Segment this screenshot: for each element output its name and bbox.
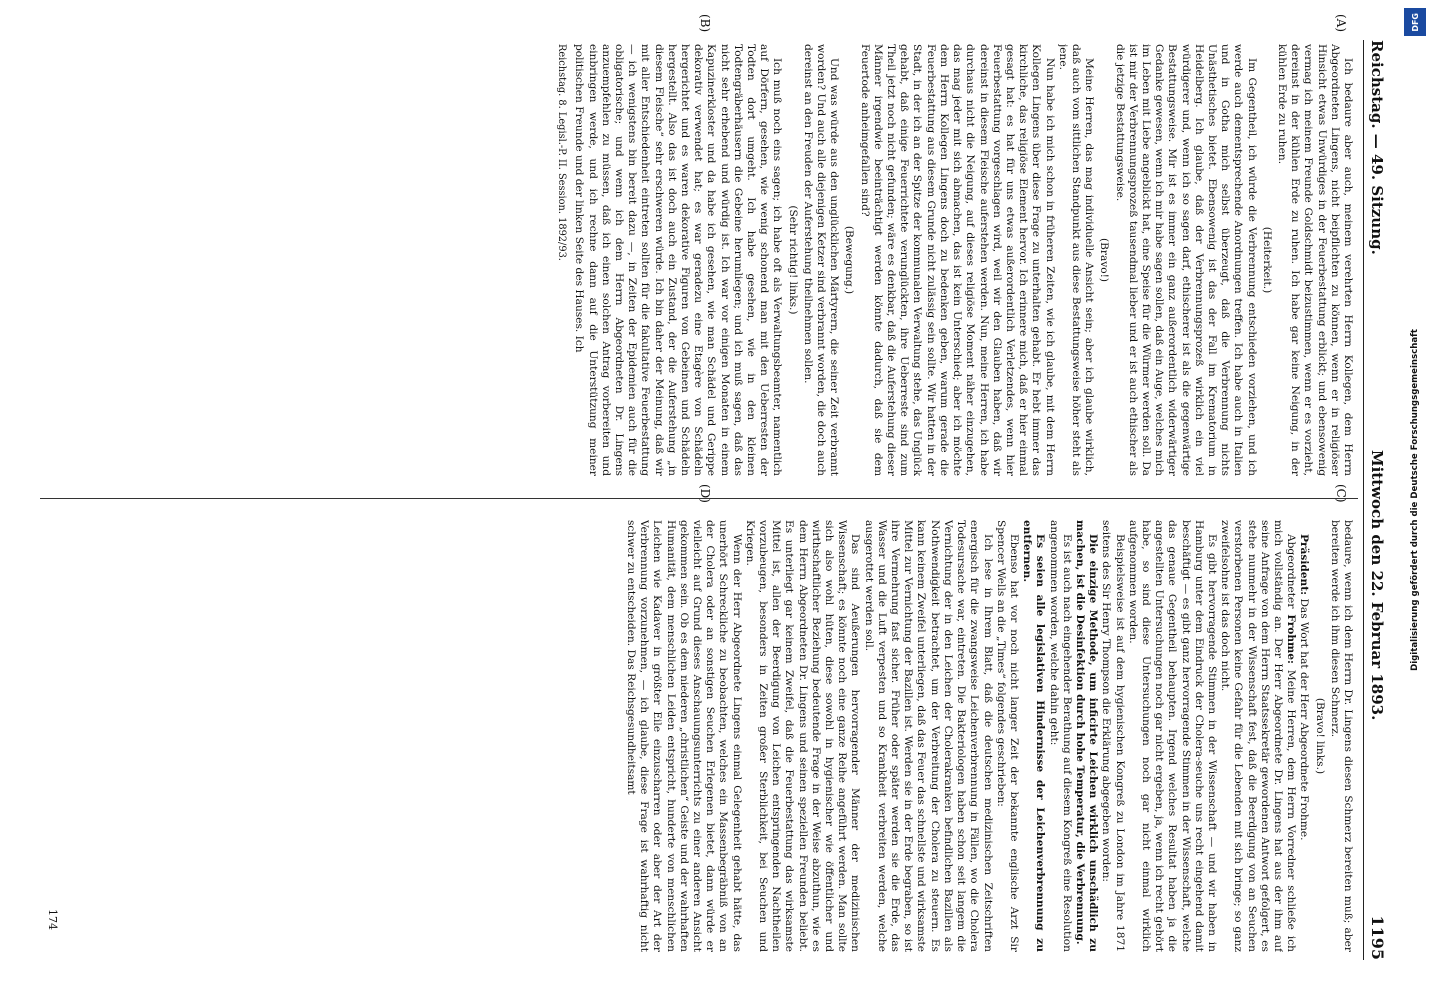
dfg-logo-text: DFG: [1410, 12, 1420, 32]
paragraph: Ebenso hat vor noch nicht langer Zeit der bekannte englische Arzt Sir Spencer Wells an die „Times“ folgendes geschrieben:: [994, 520, 1020, 952]
speaker-paragraph: [1218, 520, 1297, 952]
quote: Die einzige Methode, um inficirte Leichen wirklich unschädlich zu machen, ist die Desinfektion durch hohe Temperatur, die Verbrennung.: [1073, 520, 1100, 952]
president-text: Das Wort hat der Herr Abgeordnete Frohme.: [1298, 598, 1311, 841]
interjection: (Bravo! links.): [1313, 697, 1326, 775]
paragraph: Es ist auch nach eingehender Berathung auf diesem Kongreß eine Resolution angenommen worden, welche dahin geht:: [1047, 520, 1073, 952]
paragraph: bedaure, wenn ich dem Herrn Dr. Lingens diesen Schmerz bereiten muß; aber bereiten werde ich ihm diesen Schmerz.: [1328, 520, 1354, 952]
paragraph: Beispielsweise ist auf dem hygienischen Kongreß zu London im Jahre 1871 seitens des Sir Henry Thompson die Erklärung abgegeben worden:: [1100, 520, 1126, 952]
paragraph: Im Gegentheil, ich würde die Verbrennung entschieden vorziehen, und ich werde auch dementsprechende Anordnungen treffen. Ich habe auch in Italien und in Gotha mich selbst überzeugt, daß die Verbrennung nichts Unästhetisches bietet. Ebensowenig ist das der Fall im Krematorium in Heidelberg. Ich glaube, daß der Verbrennungsprozeß wirklich ein viel würdigerer und, wenn ich so sagen darf, ethischerer ist als die gegenwärtige Bestattungsweise. Mir ist es immer ein ganz außerordentlich widerwärtiger Gedanke gewesen, wenn ich mir habe sagen sollen, daß ein Auge, welches mich im Leben mit Liebe angeblickt hat, eine Speise für die Würmer werden soll. Da ist mir der Verbrennungsprozeß tausendmal lieber und er ist auch ethischer als die jetzige Bestattungsweise.: [1113, 44, 1258, 476]
paragraph: Das sind Aeußerungen hervorragender Männer der medizinischen Wissenschaft; es könnte noch eine ganze Reihe angeführt werden. Man sollte sich also wohl hüten, diese sowohl in hygienischer wie öffentlicher und wirthschaftlicher Beziehung bedeutende Frage in der Weise abzuthun, wie es dem Herrn Abgeordneten Dr. Lingens und seinen speziellen Freunden beliebt. Es unterliegt gar keinem Zweifel, daß die Feuerbestattung das wirksamste Mittel ist, allen der Beerdigung von Leichen entspringenden Nachtheilen vorzubeugen, besonders in Zeiten großer Sterblichkeit, bei Seuchen und Kriegen.: [743, 520, 862, 952]
sheet-number: 174: [46, 909, 59, 930]
paragraph: Ich bedaure aber auch, meinem verehrten Herrn Kollegen, dem Herrn Abgeordneten Lingens, nicht beipflichten zu können, wenn er in religiöser Hinsicht etwas Unwürdiges in der Feuerbestattung erblickt; und ebensowenig vermag ich meinem Freunde Goldschmidt beizustimmen, wenn er es vorzieht, dereinst in der kühlen Erde zu ruhen. Ich habe gar keine Neigung, in der kühlen Erde zu ruhen.: [1275, 44, 1354, 476]
header-rule: [1363, 40, 1364, 960]
page-header: [1368, 40, 1390, 960]
footnote: Reichstag. 8. Legisl.-P. II. Session. 1892/93.: [556, 44, 568, 261]
speaker-intro: Abgeordneter: [1285, 534, 1298, 609]
paragraph: Wenn der Herr Abgeordnete Lingens einmal Gelegenheit gehabt hätte, das unerhört Schreckliche zu beobachten, welches ein Massenbegräbniß von an der Cholera oder an sonstigen Seuchen Erlegenen bietet, dann würde er vielleicht auf Grund dieses Anschauungsunterrichts zu einer anderen Ansicht gekommen sein. Ob es dem niederen „christlichen“ Geiste und der wahrhaften Humanität, dem menschlichen Leiden entspricht, hunderte von menschlichen Leichen wie Kadaver in größter Eile einzuscharren oder aber der Art der Verbrennung vorzunehmen, — ich glaube, diese Frage ist wahrhaftig nicht schwer zu entscheiden. Das Reichsgesundheitsamt: [625, 520, 743, 952]
header-date: Mittwoch den 22. Februar 1893.: [1368, 449, 1386, 721]
column-divider: [40, 498, 1358, 499]
right-column: [40, 520, 1354, 952]
header-left: Reichstag. — 49. Sitzung.: [1368, 40, 1386, 255]
paragraph: Meine Herren, das mag individuelle Ansicht sein; aber ich glaube wirklich, daß auch vom sittlichen Standpunkt aus diese Bestattungsweise höher steht als jene.: [1056, 44, 1096, 476]
left-column: [40, 44, 1354, 476]
quote: Ich lese in Ihrem Blatt, daß die deutschen medizinischen Zeitschriften energisch für die zwangsweise Leichenverbrennung in Fällen, wo die Cholera Todesursache war, eintreten. Die Bakteriologen haben schon seit langem die Vernichtung der in den Leichen der Cholerakranken befindlichen Bazillen als Nothwendigkeit betrachtet, um der Verbreitung der Cholera zu steuern. Es kann keinem Zweifel unterliegen, daß das Feuer das schnellste und wirksamste Mittel zur Vernichtung der Bazillen ist. Werden sie in der Erde begraben, so ist ihre Vermehrung fast sicher. Früher oder später werden sie die Erde, das Wasser und die Luft verpesten und so Krankheit verbreiten werden, welche ausgerottet werden soll.: [862, 520, 994, 952]
interjection: (Bewegung.): [843, 225, 856, 295]
president-label: Präsident:: [1298, 534, 1311, 596]
speaker-text: Meine Herren, dem Herrn Vorredner schließe ich mich vollständig an. Der Herr Abgeordnete Dr. Lingens hat aus der ihm auf seine Anfrage von dem Herrn Staatssekretär gewordenen Antwort gefolgert, es stehe nunmehr in der Wissenschaft fest, daß die Beerdigung von an Seuchen verstorbenen Personen keine Gefahr für die Lebenden mit sich bringe; so ganz zweifelsohne ist das doch nicht.: [1219, 520, 1298, 952]
paragraph: Ich muß noch eins sagen; ich habe oft als Verwaltungsbeamter, namentlich auf Dörfern, gesehen, wie wenig schonend man mit den Ueberresten der Todten dort umgeht. Ich habe gesehen, wie in den kleinen Todtengräberhäusern die Gebeine herumliegen; und ich muß sagen, daß das nicht sehr erhebend und würdig ist. Ich war vor einigen Monaten in einem Kapuzinerkloster und da habe ich gesehen, wie man Schädel und Gerippe dekorativ verwendet hat; es war geradezu eine Etagère von Schädeln hergerichtet und es waren dekorative Figuren von Gebeinen und Schädeln hergestellt. Also das ist doch auch ein Zustand, der die Auferstehung „in diesem Fleische“ sehr erschweren würde. Ich bin daher der Meinung, daß wir mit aller Entschiedenheit eintreten sollten für die fakultative Feuerbestattung — ich wenigstens bin bereit dazu —, in Zeiten der Epidemien auch für die obligatorische; und wenn ich dem Herrn Abgeordneten Dr. Lingens anzuempfehlen zu müssen, daß ich einen solchen Antrag vorbereiten und einbringen werde, und ich rechne dann auf die Unterstützung meiner politischen Freunde und der linken Seite des Hauses. Ich: [573, 44, 784, 476]
president-line: [1297, 520, 1310, 952]
paragraph: Nun habe ich mich schon in früheren Zeiten, wie ich glaube, mit dem Herrn Kollegen Lingens über diese Frage zu unterhalten gehabt. Er hebt immer das kirchliche, das religiöse Element hervor. Ich erinnere mich, daß er hier einmal gesagt hat: es hat für uns etwas außerordentlich Verletzendes, wenn hier Feuerbestattung vorgeschlagen wird, weil wir den Glauben haben, daß wir dereinst in diesem Fleische auferstehen werden. Nun, meine Herren, ich habe durchaus nicht die Neigung, auf dieses religiöse Moment näher einzugehen, das mag jeder mit sich abmachen, das ist kein Unterschied; aber ich möchte dem Herrn Kollegen Lingens doch zu bedenken geben, warum gerade die Feuerbestattung aus diesem Grunde nicht zulässig sein sollte. Wir hatten in der Stadt, in der ich an der Spitze der kommunalen Verwaltung stehe, das Unglück gehabt, daß einige Feuerrichtete verunglückten, ihre Ueberreste sind zum Theil jetzt noch nicht gefunden; wäre es denkbar, daß die Auferstehung dieser Männer irgendwie beeinträchtigt werden könnte dadurch, daß sie dem Feuertode anheimgefallen sind?: [858, 44, 1056, 476]
paragraph: Und was würde aus den unglücklichen Märtyrern, die seiner Zeit verbrannt worden? Und auch alle diejenigen Ketzer sind verbrannt worden, die doch auch dereinst an den Freuden der Auferstehung theilnehmen sollen.: [801, 44, 841, 476]
paragraph: Es gibt hervorragende Stimmen in der Wissenschaft — und wir haben in Hamburg unter dem Eindruck der Cholera-seuche uns recht eingehend damit beschäftigt — es gibt ganz hervorragende Stimmen in der Wissenschaft, welche das genaue Gegentheil behaupten. Irgend welches Resultat haben ja die angestellten Untersuchungen noch gar nicht ergeben, ja, wenn ich recht gehört habe, so sind diese Untersuchungen noch gar nicht einmal wirklich aufgenommen worden.: [1126, 520, 1218, 952]
interjection: (Sehr richtig! links.): [786, 205, 799, 315]
margin-marker-d: (D): [698, 484, 712, 503]
page-number: 1195: [1368, 915, 1387, 960]
speaker-name: Frohme:: [1285, 614, 1298, 664]
interjection: (Heiterkeit.): [1260, 226, 1273, 294]
digitization-stamp-text: Digitalisierung gefördert durch die Deutsche Forschungsgemeinschaft: [1410, 329, 1420, 671]
quote: Es seien alle legislativen Hindernisse der Leichenverbrennung zu entfernen.: [1021, 520, 1047, 952]
digitization-stamp: [1404, 40, 1426, 960]
interjection: (Bravo!): [1098, 237, 1111, 283]
margin-marker-a: (A): [1334, 14, 1348, 33]
margin-marker-b: (B): [698, 14, 712, 33]
dfg-logo: [1404, 8, 1426, 36]
margin-marker-c: (C): [1334, 484, 1348, 503]
